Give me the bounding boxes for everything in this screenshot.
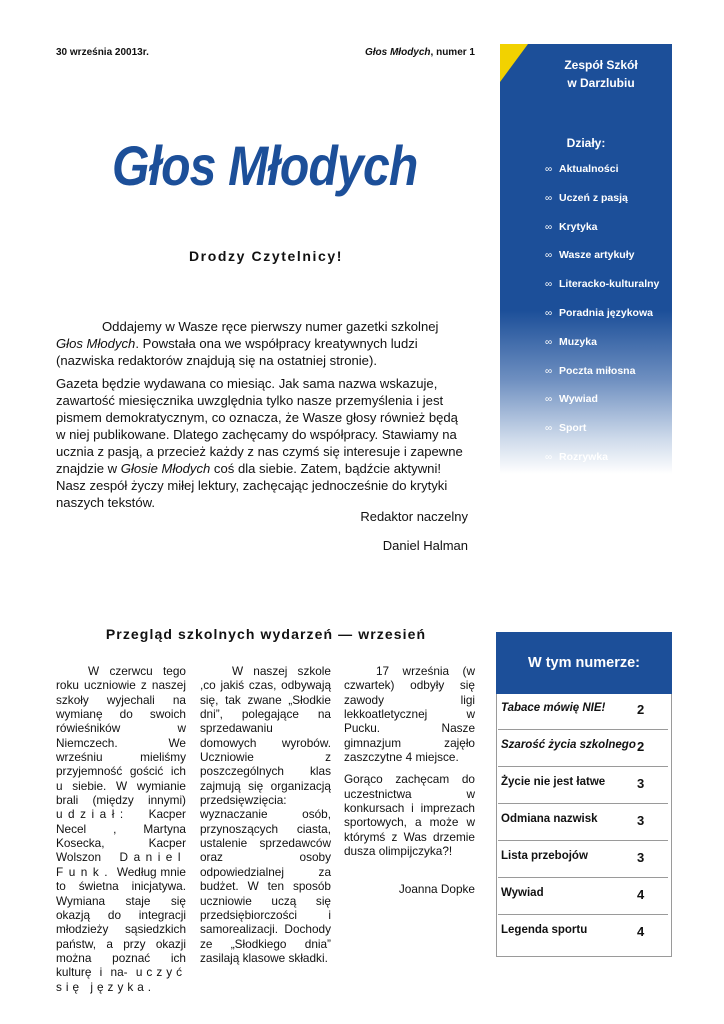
section-item[interactable] <box>545 220 659 249</box>
newspaper-title: Głos Młodych <box>112 134 418 197</box>
section-label: Poczta miłosna <box>559 364 636 377</box>
infinity-bullet-icon: ∞ <box>545 451 553 463</box>
school-name-line1: Zespół Szkół <box>564 58 638 72</box>
article-author: Joanna Dopke <box>398 882 475 897</box>
toc-item-title: Szarość życia szkolnego <box>501 739 636 751</box>
signature-name: Daniel Halman <box>382 538 468 553</box>
letter-paragraph: Gazeta będzie wydawana co miesiąc. Jak sama nazwa wskazuje, zawartość miesięcznika uwzględnia tylko nasze przemyślenia i jest pismem demokratycznym, co oznacza, że Wasze głosy również będą w niej publikowane. Dlatego zachęcamy do współpracy. Stawiamy na ucznia z pasją, a przecież każdy z nas czymś się interesuje i zapewne znajdzie w Głosie Młodych coś dla siebie. Zatem, bądźcie aktywni! Nasz zespół życzy miłej lektury, zachęcając jednocześnie do krytyki naszych tekstów. <box>56 376 463 510</box>
infinity-bullet-icon: ∞ <box>545 336 553 348</box>
section-label: Uczeń z pasją <box>559 191 628 204</box>
toc-item-title: Życie nie jest łatwe <box>501 776 606 788</box>
section-item[interactable] <box>545 450 659 479</box>
section-label: Wasze artykuły <box>559 249 635 262</box>
toc-divider <box>498 729 668 730</box>
toc-item-title: Lista przebojów <box>501 850 588 862</box>
section-label: Aktualności <box>559 163 619 175</box>
toc-divider <box>498 803 668 804</box>
section-item[interactable] <box>545 248 659 277</box>
section-label: Wywiad <box>559 393 598 406</box>
toc-item-page: 4 <box>637 924 645 939</box>
toc-item-title: Wywiad <box>501 887 544 899</box>
events-column-3 <box>344 664 475 905</box>
toc-item[interactable] <box>496 842 670 876</box>
issue-title: Głos Młodych <box>364 47 431 58</box>
infinity-bullet-icon: ∞ <box>545 423 553 435</box>
issue-label <box>365 47 475 58</box>
infinity-bullet-icon: ∞ <box>545 279 553 291</box>
section-label: Muzyka <box>559 335 597 348</box>
school-name-line2: w Darzlubiu <box>567 76 635 90</box>
section-label: Literacko-kulturalny <box>559 278 660 291</box>
toc-item-page: 3 <box>637 813 645 828</box>
toc-item[interactable] <box>496 805 670 839</box>
toc-item[interactable] <box>496 879 670 913</box>
toc-item-page: 2 <box>637 702 645 717</box>
section-label: Krytyka <box>559 220 598 233</box>
sections-title: Działy: <box>566 136 606 150</box>
section-item[interactable] <box>545 335 659 364</box>
toc-item[interactable] <box>496 694 670 728</box>
section-item[interactable] <box>545 277 659 306</box>
infinity-bullet-icon: ∞ <box>545 250 553 262</box>
issue-number: , numer 1 <box>430 47 475 58</box>
toc-heading: W tym numerze: <box>496 632 672 694</box>
signature-role: Redaktor naczelny <box>360 509 468 524</box>
section-label: Rozrywka <box>559 450 609 463</box>
section-label: Sport <box>559 422 587 435</box>
section-item[interactable] <box>545 364 659 393</box>
section-item[interactable] <box>545 392 659 421</box>
column-text: 17 września (w czwartek) odbyły się zawody ligi lekkoatletycznej w Pucku. Nasze gimnazjum zajęło zaszczytne 4 miejsce. <box>344 664 475 765</box>
letter-signature <box>56 502 468 560</box>
toc-item-page: 3 <box>637 850 645 865</box>
toc-item[interactable] <box>496 916 670 950</box>
section-item[interactable] <box>545 162 659 191</box>
letter-paragraph: Oddajemy w Wasze ręce pierwszy numer gazetki szkolnej Głos Młodych. Powstała ona we współpracy kreatywnych ludzi (nazwiska redaktorów znajdują się na ostatniej stronie). <box>56 319 439 368</box>
toc-divider <box>498 877 668 878</box>
sections-list <box>545 162 659 479</box>
toc-item-title: Tabace mówię NIE! <box>501 702 606 714</box>
section-item[interactable] <box>545 306 659 335</box>
toc-item[interactable] <box>496 768 670 802</box>
toc-item[interactable] <box>496 731 670 765</box>
toc-item-page: 3 <box>637 776 645 791</box>
toc-item-title: Legenda sportu <box>501 924 588 936</box>
infinity-bullet-icon: ∞ <box>545 365 553 377</box>
greeting-heading: Drodzy Czytelnicy! <box>188 248 344 264</box>
infinity-bullet-icon: ∞ <box>545 394 553 406</box>
events-column-2 <box>200 664 331 973</box>
infinity-bullet-icon: ∞ <box>545 164 553 175</box>
infinity-bullet-icon: ∞ <box>545 192 553 204</box>
toc-item-page: 4 <box>637 887 645 902</box>
issue-date: 30 września 20013r. <box>56 47 149 58</box>
column-text: W czerwcu tego roku uczniowie z naszej szkoły wyjechali na wymianę do swoich rówieśników w Niemczech. We wrześniu mieliśmy przyjemność gościć ich u siebie. W wymianie brali (między innymi) udział: Kacper Necel , Martyna Kosecka, Kacper Wolszon Daniel Funk. Według mnie to świetna inicjatywa. Wymiana staje się okazją do integracji młodzieży sąsiedzkich państw, a przy okazji można poznać ich kulturę i na- uczyć się języka. <box>56 664 187 994</box>
section-label: Poradnia językowa <box>559 306 653 319</box>
column-text: Gorąco zachęcam do uczestnictwa w konkursach i imprezach sportowych, a może w którymś z Was drzemie dusza olimpijczyka?! <box>344 772 475 859</box>
sidebar-corner-decoration <box>500 44 528 82</box>
column-text: W naszej szkole ,co jakiś czas, odbywają się, tak zwane „Słodkie dni”, polegające na sprzedawaniu domowych wyrobów. Uczniowie z poszczególnych klas zajmują się organizacją przedsięwzięcia: wyznaczanie osób, przynoszących ciasta, ustalenie sprzedawców oraz osoby odpowiedzialnej za budżet. W ten sposób uczniowie uczą się przedsiębiorczości i samorealizacji. Dochody ze „Słodkiego dnia” zasilają klasowe składki. <box>200 664 331 965</box>
editor-letter <box>56 318 468 517</box>
section-item[interactable] <box>545 191 659 220</box>
infinity-bullet-icon: ∞ <box>545 221 553 233</box>
toc-divider <box>498 914 668 915</box>
events-heading: Przegląd szkolnych wydarzeń — wrzesień <box>105 626 427 642</box>
toc-item-page: 2 <box>637 739 645 754</box>
toc-divider <box>498 840 668 841</box>
events-column-1 <box>56 664 186 994</box>
toc-item-title: Odmiana nazwisk <box>501 813 598 825</box>
infinity-bullet-icon: ∞ <box>545 307 553 319</box>
school-name <box>530 56 672 92</box>
toc-divider <box>498 766 668 767</box>
section-item[interactable] <box>545 421 659 450</box>
